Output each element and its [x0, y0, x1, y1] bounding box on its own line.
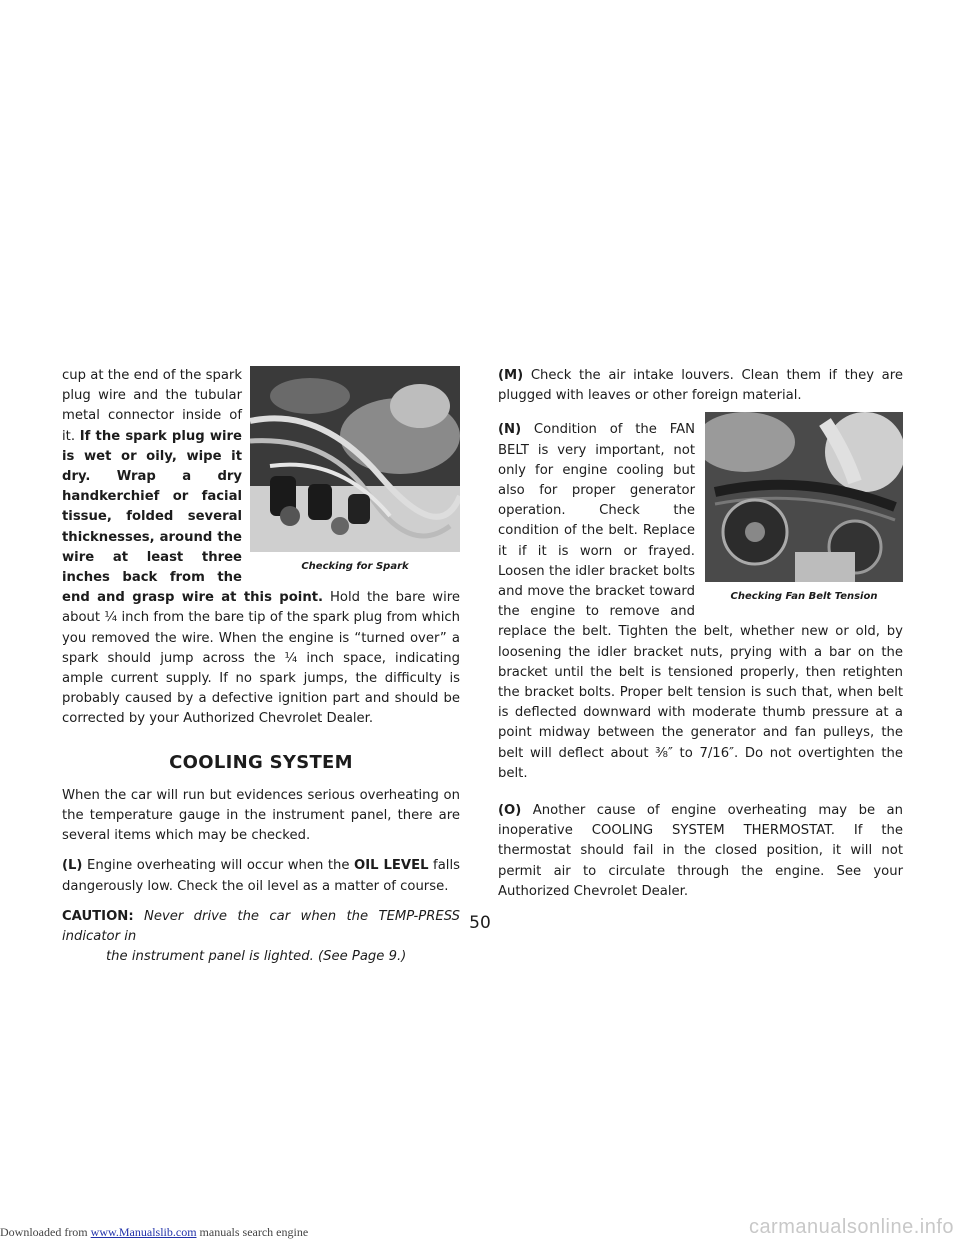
fan-belt-photo-figure	[705, 412, 903, 604]
footer-prefix: Downloaded from	[0, 1225, 91, 1239]
item-m-text: Check the air intake louvers. Clean them if they are plugged with leaves or other foreign material.	[498, 368, 903, 404]
caution-label: CAUTION:	[62, 908, 134, 924]
spark-text-rest: Hold the bare wire about ¼ inch from the bare tip of the spark plug from which you removed the wire. When the engine is “turned over” a spark should jump across the ¼ inch space, indicating ample current supply. If no spark jumps, the difficulty is probably caused by a defective ignition part and should be corrected by your Authorized Chevrolet Dealer.	[62, 590, 460, 727]
fan-belt-illustration	[705, 412, 903, 582]
item-l-oil-level: OIL LEVEL	[354, 858, 429, 874]
item-n-marker: (N)	[498, 422, 522, 438]
item-n-text: Condition of the FAN BELT is very important, not only for engine cooling but also for proper generator operation. Check the condition of the belt. Replace it if it is worn or frayed. Loosen the idler bracket bolts and move the bracket toward the engine to remove and replace the belt. Tighten the belt, whether new or old, by loosening the idler bracket nuts, prying with a bar on the bracket until the belt is tensioned properly, then retighten the bracket bolts. Proper belt tension is such that, when belt is deflected downward with moderate thumb pressure at a point midway between the generator and fan pulleys, the belt will deflect about ⅜″ to 7/16″. Do not overtighten the belt.	[498, 422, 903, 781]
right-column	[498, 366, 903, 902]
item-l-text-a: Engine overheating will occur when the	[82, 858, 355, 874]
spark-photo-caption: Checking for Spark	[301, 561, 409, 572]
item-l-text-b: falls dangerously low. Check the oil level as a matter of course.	[62, 858, 460, 894]
spark-photo-figure	[250, 366, 460, 574]
spark-text-intro: cup at the end of the spark plug wire and the tubular metal connector inside of it.	[62, 368, 242, 444]
page-number: 50	[469, 913, 491, 933]
item-l-marker: (L)	[62, 858, 83, 874]
fan-belt-photo	[705, 412, 903, 582]
footer-suffix: manuals search engine	[196, 1225, 309, 1239]
caution-text-b: the instrument panel is lighted. (See Page 9.)	[106, 949, 407, 965]
spark-text-bold: If the spark plug wire is wet or oily, wipe it dry. Wrap a dry handkerchief or facial tissue, folded several thicknesses, around the wire at least three inches back from the end and grasp wire at this point.	[62, 428, 324, 606]
item-o-text: Another cause of engine overheating may be an inoperative COOLING SYSTEM THERMOSTAT. If the thermostat should fail in the closed position, it will not permit air to circulate through the engine. See your Authorized Chevrolet Dealer.	[498, 803, 903, 899]
spark-plug-photo	[250, 366, 460, 552]
engine-wires-illustration	[250, 366, 460, 552]
cooling-system-heading: COOLING SYSTEM	[169, 751, 353, 773]
watermark: carmanualsonline.info	[748, 1216, 954, 1238]
item-o-paragraph	[498, 801, 903, 902]
item-m-marker: (M)	[498, 368, 524, 383]
caution-text-a: Never drive the car when the TEMP-PRESS indicator in	[62, 908, 460, 945]
item-m-paragraph	[498, 366, 903, 406]
item-l-paragraph	[62, 856, 460, 896]
fan-belt-photo-caption: Checking Fan Belt Tension	[730, 591, 878, 603]
download-footer	[0, 1225, 308, 1240]
left-column	[62, 366, 460, 967]
manualslib-link[interactable]: www.Manualslib.com	[90, 1225, 197, 1239]
cooling-intro-paragraph: When the car will run but evidences serious overheating on the temperature gauge in the instrument panel, there are several items which may be checked.	[62, 787, 460, 844]
item-o-marker: (O)	[498, 803, 522, 819]
